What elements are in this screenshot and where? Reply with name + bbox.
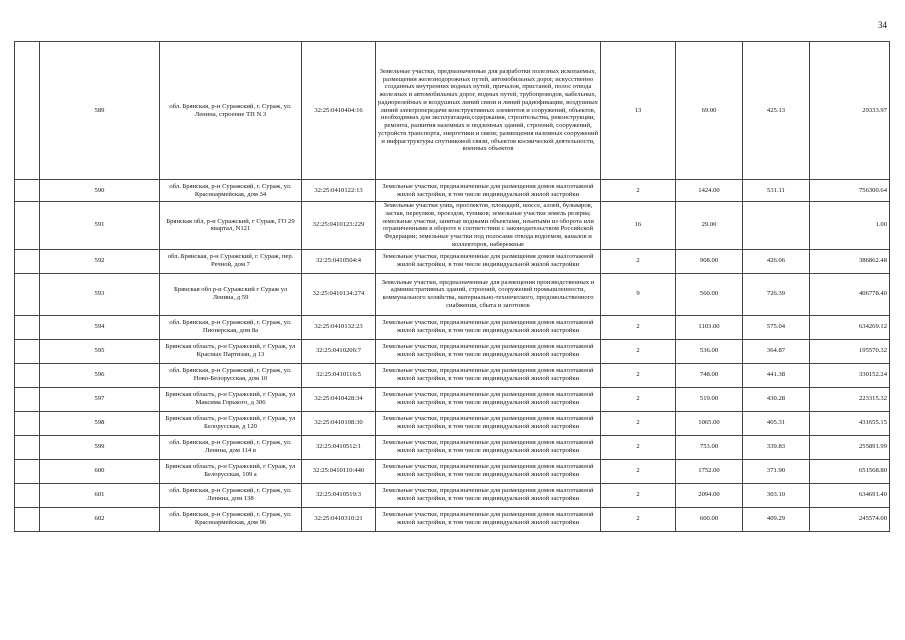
cadastral-value-cell: 634691.40 bbox=[810, 483, 890, 507]
specific-value-cell: 409.29 bbox=[743, 507, 810, 531]
row-number-cell: 596 bbox=[40, 363, 160, 387]
row-number-cell: 602 bbox=[40, 507, 160, 531]
row-spacer-cell bbox=[15, 483, 40, 507]
table-row bbox=[15, 387, 890, 411]
row-spacer-cell bbox=[15, 459, 40, 483]
area-cell: 519.00 bbox=[676, 387, 743, 411]
specific-value-cell: 405.31 bbox=[743, 411, 810, 435]
area-cell: 1752.00 bbox=[676, 459, 743, 483]
cadastral-value-cell: 1.00 bbox=[810, 202, 890, 250]
land-registry-table bbox=[14, 41, 890, 532]
row-number-cell: 601 bbox=[40, 483, 160, 507]
area-cell: 1065.00 bbox=[676, 411, 743, 435]
use-group-cell: 2 bbox=[601, 435, 676, 459]
table-row bbox=[15, 273, 890, 315]
specific-value-cell: 303.10 bbox=[743, 483, 810, 507]
cadastral-number-cell: 32:25:0410519:3 bbox=[302, 483, 376, 507]
land-use-cell: Земельные участки, предназначенные для размещения домов малоэтажной жилой застройки, в том числе индивидуальной жилой застройки bbox=[376, 411, 601, 435]
cadastral-number-cell: 32:25:0410123:229 bbox=[302, 202, 376, 250]
row-spacer-cell bbox=[15, 202, 40, 250]
specific-value-cell: 575.04 bbox=[743, 315, 810, 339]
row-number-cell: 595 bbox=[40, 339, 160, 363]
area-cell: 29.00 bbox=[676, 202, 743, 250]
row-number-cell: 591 bbox=[40, 202, 160, 250]
row-number-cell: 589 bbox=[40, 42, 160, 180]
table-row bbox=[15, 483, 890, 507]
address-cell: обл. Брянская, р-н Суражский, г. Сураж, ул. Ленина, строение ТП N 3 bbox=[160, 42, 302, 180]
specific-value-cell: 371.90 bbox=[743, 459, 810, 483]
area-cell: 748.00 bbox=[676, 363, 743, 387]
area-cell: 1424.00 bbox=[676, 180, 743, 202]
row-number-cell: 598 bbox=[40, 411, 160, 435]
cadastral-value-cell: 195570.32 bbox=[810, 339, 890, 363]
row-spacer-cell bbox=[15, 273, 40, 315]
address-cell: обл. Брянская, р-н Суражский, г. Сураж, ул. Ленина, дом 138 bbox=[160, 483, 302, 507]
table-row bbox=[15, 507, 890, 531]
cadastral-number-cell: 32:25:0410428:34 bbox=[302, 387, 376, 411]
table-row bbox=[15, 459, 890, 483]
cadastral-number-cell: 32:25:0410108:30 bbox=[302, 411, 376, 435]
land-use-cell: Земельные участки, предназначенные для размещения домов малоэтажной жилой застройки, в том числе индивидуальной жилой застройки bbox=[376, 459, 601, 483]
area-cell: 2094.00 bbox=[676, 483, 743, 507]
cadastral-value-cell: 386862.48 bbox=[810, 249, 890, 273]
cadastral-value-cell: 255891.99 bbox=[810, 435, 890, 459]
specific-value-cell: 726.39 bbox=[743, 273, 810, 315]
use-group-cell: 2 bbox=[601, 315, 676, 339]
use-group-cell: 2 bbox=[601, 483, 676, 507]
cadastral-value-cell: 756300.64 bbox=[810, 180, 890, 202]
row-number-cell: 599 bbox=[40, 435, 160, 459]
table-row bbox=[15, 180, 890, 202]
row-spacer-cell bbox=[15, 315, 40, 339]
row-spacer-cell bbox=[15, 411, 40, 435]
address-cell: обл. Брянская, р-н Суражский, г. Сураж, ул. Пионерская, дом 8а bbox=[160, 315, 302, 339]
address-cell: обл. Брянская, р-н Суражский, г. Сураж, ул. Красноармейская, дом 34 bbox=[160, 180, 302, 202]
area-cell: 536.00 bbox=[676, 339, 743, 363]
cadastral-value-cell: 245574.00 bbox=[810, 507, 890, 531]
row-spacer-cell bbox=[15, 42, 40, 180]
address-cell: Брянская обл, р-н Суражский, г Сураж, ГО 29 квартал, N121 bbox=[160, 202, 302, 250]
specific-value-cell bbox=[743, 202, 810, 250]
specific-value-cell: 425.13 bbox=[743, 42, 810, 180]
address-cell: Брянская область, р-н Суражский, г Сураж, ул Белорусская, д 120 bbox=[160, 411, 302, 435]
cadastral-value-cell: 29333.97 bbox=[810, 42, 890, 180]
cadastral-number-cell: 32:25:0410504:4 bbox=[302, 249, 376, 273]
table-row bbox=[15, 339, 890, 363]
land-use-cell: Земельные участки, предназначенные для размещения домов малоэтажной жилой застройки, в том числе индивидуальной жилой застройки bbox=[376, 249, 601, 273]
use-group-cell: 2 bbox=[601, 411, 676, 435]
table-body bbox=[15, 42, 890, 532]
use-group-cell: 2 bbox=[601, 459, 676, 483]
land-use-cell: Земельные участки, предназначенные для размещения домов малоэтажной жилой застройки, в том числе индивидуальной жилой застройки bbox=[376, 435, 601, 459]
area-cell: 908.00 bbox=[676, 249, 743, 273]
land-use-cell: Земельные участки, предназначенные для размещения домов малоэтажной жилой застройки, в том числе индивидуальной жилой застройки bbox=[376, 507, 601, 531]
address-cell: обл. Брянская, р-н Суражский, г. Сураж, ул. Красноармейская, дом 96 bbox=[160, 507, 302, 531]
cadastral-value-cell: 651568.80 bbox=[810, 459, 890, 483]
area-cell: 600.00 bbox=[676, 507, 743, 531]
address-cell: обл. Брянская, р-н Суражский, г. Сураж, пер. Речной, дом 7 bbox=[160, 249, 302, 273]
use-group-cell: 2 bbox=[601, 339, 676, 363]
use-group-cell: 2 bbox=[601, 363, 676, 387]
area-cell: 560.00 bbox=[676, 273, 743, 315]
land-use-cell: Земельные участки улиц, проспектов, площадей, шоссе, аллей, бульваров, застав, переулков, проездов, тупиков; земельные участки земель резерва; земельные участки, занятые водными объектами, изъятыми из оборота или ограниченными в обороте в соответствии с законодательством Российской Федерации; земельные участки под полосами отвода водоемов, каналов и коллекторов, набережные bbox=[376, 202, 601, 250]
land-use-cell: Земельные участки, предназначенные для размещения домов малоэтажной жилой застройки, в том числе индивидуальной жилой застройки bbox=[376, 483, 601, 507]
use-group-cell: 9 bbox=[601, 273, 676, 315]
cadastral-value-cell: 406778.40 bbox=[810, 273, 890, 315]
land-use-cell: Земельные участки, предназначенные для размещения домов малоэтажной жилой застройки, в том числе индивидуальной жилой застройки bbox=[376, 387, 601, 411]
land-use-cell: Земельные участки, предназначенные для размещения домов малоэтажной жилой застройки, в том числе индивидуальной жилой застройки bbox=[376, 315, 601, 339]
specific-value-cell: 441.38 bbox=[743, 363, 810, 387]
cadastral-number-cell: 32:25:0410132:23 bbox=[302, 315, 376, 339]
cadastral-value-cell: 223315.32 bbox=[810, 387, 890, 411]
use-group-cell: 13 bbox=[601, 42, 676, 180]
land-use-cell: Земельные участки, предназначенные для размещения домов малоэтажной жилой застройки, в том числе индивидуальной жилой застройки bbox=[376, 339, 601, 363]
row-number-cell: 594 bbox=[40, 315, 160, 339]
row-number-cell: 600 bbox=[40, 459, 160, 483]
row-spacer-cell bbox=[15, 387, 40, 411]
row-spacer-cell bbox=[15, 435, 40, 459]
area-cell: 1103.00 bbox=[676, 315, 743, 339]
specific-value-cell: 426.06 bbox=[743, 249, 810, 273]
table-row bbox=[15, 435, 890, 459]
land-use-cell: Земельные участки, предназначенные для размещения домов малоэтажной жилой застройки, в том числе индивидуальной жилой застройки bbox=[376, 363, 601, 387]
row-number-cell: 592 bbox=[40, 249, 160, 273]
specific-value-cell: 531.11 bbox=[743, 180, 810, 202]
table-row bbox=[15, 411, 890, 435]
address-cell: Брянская обл р-н Суражский г Сураж ул Ленина, д 59 bbox=[160, 273, 302, 315]
cadastral-number-cell: 32:25:0410122:13 bbox=[302, 180, 376, 202]
cadastral-value-cell: 634269.12 bbox=[810, 315, 890, 339]
area-cell: 753.00 bbox=[676, 435, 743, 459]
row-number-cell: 593 bbox=[40, 273, 160, 315]
use-group-cell: 2 bbox=[601, 507, 676, 531]
use-group-cell: 16 bbox=[601, 202, 676, 250]
row-number-cell: 597 bbox=[40, 387, 160, 411]
address-cell: Брянская область, р-н Суражский, г Сураж, ул Белорусская, 109 а bbox=[160, 459, 302, 483]
row-spacer-cell bbox=[15, 363, 40, 387]
row-spacer-cell bbox=[15, 507, 40, 531]
land-use-cell: Земельные участки, предназначенные для размещения производственных и административных зданий, строений, сооружений промышленности, коммунального хозяйства, материально-технического, продовольственного снабжения, сбыта и заготовок bbox=[376, 273, 601, 315]
cadastral-number-cell: 32:25:0410404:16 bbox=[302, 42, 376, 180]
table-row bbox=[15, 42, 890, 180]
area-cell: 69.00 bbox=[676, 42, 743, 180]
use-group-cell: 2 bbox=[601, 180, 676, 202]
land-use-cell: Земельные участки, предназначенные для разработки полезных ископаемых, размещения железнодорожных путей, автомобильных дорог, искусственно созданных внутренних водных путей, причалов, пристаней, полос отвода железных и автомобильных дорог, водных путей, трубопроводов, кабельных, радиорелейных и воздушных линий связи и линий радиофикации, воздушных линий электропередачи конструктивных элементов и сооружений, объектов, необходимых для эксплуатации,содержания, строительства, реконструкции, ремонта, развития наземных и подземных зданий, строений, сооружений, устройств транспорта, энергетики и связи; размещения наземных сооружений и инфраструктуры спутниковой связи, объектов космической деятельности, военных объектов bbox=[376, 42, 601, 180]
table-row bbox=[15, 363, 890, 387]
cadastral-value-cell: 330152.24 bbox=[810, 363, 890, 387]
page-number: 34 bbox=[878, 20, 887, 30]
row-number-cell: 590 bbox=[40, 180, 160, 202]
land-use-cell: Земельные участки, предназначенные для размещения домов малоэтажной жилой застройки, в том числе индивидуальной жилой застройки bbox=[376, 180, 601, 202]
specific-value-cell: 364.87 bbox=[743, 339, 810, 363]
cadastral-number-cell: 32:25:0410310:21 bbox=[302, 507, 376, 531]
row-spacer-cell bbox=[15, 339, 40, 363]
use-group-cell: 2 bbox=[601, 387, 676, 411]
row-spacer-cell bbox=[15, 180, 40, 202]
address-cell: Брянская область, р-н Суражский, г Сураж, ул Красных Партизан, д 13 bbox=[160, 339, 302, 363]
row-spacer-cell bbox=[15, 249, 40, 273]
table-row bbox=[15, 249, 890, 273]
cadastral-number-cell: 32:25:0410512:1 bbox=[302, 435, 376, 459]
table-row bbox=[15, 315, 890, 339]
use-group-cell: 2 bbox=[601, 249, 676, 273]
cadastral-number-cell: 32:25:0410206:7 bbox=[302, 339, 376, 363]
address-cell: Брянская область, р-н Суражский, г Сураж, ул Максима Горького, д 306 bbox=[160, 387, 302, 411]
specific-value-cell: 430.28 bbox=[743, 387, 810, 411]
cadastral-number-cell: 32:25:0410116:5 bbox=[302, 363, 376, 387]
address-cell: обл. Брянская, р-н Суражский, г. Сураж, ул. Ленина, дом 114 в bbox=[160, 435, 302, 459]
specific-value-cell: 339.83 bbox=[743, 435, 810, 459]
cadastral-number-cell: 32:25:0410110:440 bbox=[302, 459, 376, 483]
cadastral-value-cell: 431655.15 bbox=[810, 411, 890, 435]
cadastral-number-cell: 32:25:0410134:274 bbox=[302, 273, 376, 315]
address-cell: обл. Брянская, р-н Суражский, г. Сураж, ул. Ново-Белорусская, дом 10 bbox=[160, 363, 302, 387]
table-row bbox=[15, 202, 890, 250]
